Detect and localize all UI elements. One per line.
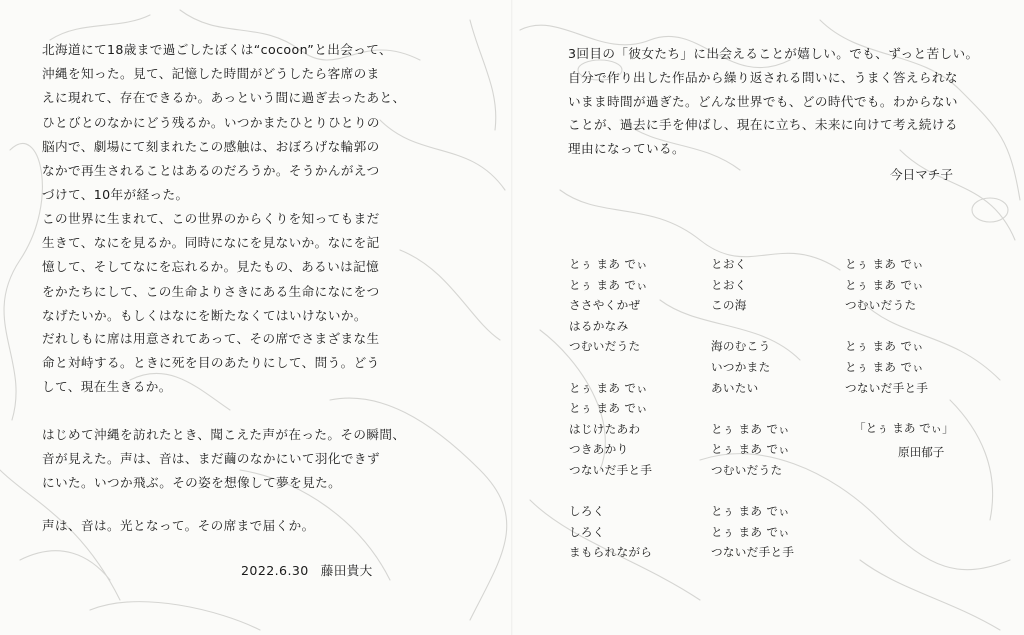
text-line: 3回目の「彼女たち」に出会えることが嬉しい。でも、ずっと苦しい。 (568, 46, 979, 61)
text-line: この世界に生まれて、この世界のからくりを知ってもまだ (42, 211, 380, 226)
poem-line: とぅ まあ でぃ (569, 380, 648, 395)
text-line: づけて、10年が経った。 (42, 187, 189, 203)
signature-author: 藤田貴大 (320, 563, 373, 578)
poem-line: つないだ手と手 (845, 380, 929, 395)
poem-line: とぅ まあ でぃ (845, 277, 924, 292)
poem-line: はるかなみ (569, 318, 629, 333)
text-line: はじめて沖縄を訪れたとき、聞こえた声が在った。その瞬間、 (42, 427, 406, 442)
poem-line: 海のむこう (711, 339, 771, 354)
poem-line: しろく (569, 504, 605, 519)
text-line: 音が見えた。声は、音は、まだ繭のなかにいて羽化できず (42, 451, 380, 467)
poem-line: いつかまた (711, 359, 771, 374)
poem-title: 「とぅ まあ でぃ」 (854, 421, 954, 435)
poem-line: とぅ まあ でぃ (569, 401, 648, 416)
text-line: 生きて、なにを見るか。同時になにを見ないか。なにを記 (42, 235, 380, 251)
poem-line (711, 398, 794, 419)
text-line: 理由になっている。 (568, 141, 685, 157)
text-line: 憶して、そしてなにを忘れるか。見たもの、あるいは記憶 (42, 259, 380, 275)
poem-line: とぅ まあ でぃ (845, 339, 924, 354)
left-signature (241, 560, 373, 579)
poem-line: つないだ手と手 (569, 462, 653, 477)
poem-line: まもられながら (569, 545, 653, 560)
poem-line: とぅ まあ でぃ (711, 421, 790, 436)
right-page (512, 0, 1024, 635)
poem-author: 原田郁子 (898, 445, 945, 459)
text-line: いまま時間が過ぎた。どんな世界でも、どの時代でも。わからない (568, 93, 958, 109)
text-line: 声は、音は。光となって。その席まで届くか。 (42, 518, 315, 533)
poem-line: ささやくかぜ (569, 298, 641, 313)
poem-line: つむいだうた (711, 462, 783, 477)
right-signature: 今日マチ子 (890, 167, 953, 182)
essay-paragraph-4 (42, 423, 472, 496)
poem-line: しろく (569, 524, 605, 539)
text-line: 命と対峙する。ときに死を目のあたりにして、問う。どう (42, 355, 380, 371)
poem-line: あいたい (711, 380, 759, 395)
poem-line: つきあかり (569, 442, 629, 457)
text-line: えに現れて、存在できるか。あっという間に過ぎ去ったあと、 (42, 90, 406, 106)
poem-line: つむいだうた (845, 298, 917, 313)
text-line: にいた。いつか飛ぶ。その姿を想像して夢を見た。 (42, 475, 342, 491)
poem-line (569, 481, 652, 502)
poem-line: この海 (711, 298, 747, 313)
illustrator-message (568, 42, 978, 161)
text-line: ことが、過去に手を伸ばし、現在に立ち、未来に向けて考え続ける (568, 117, 958, 133)
text-line: ひとびとのなかにどう残るか。いつかまたひとりひとりの (42, 114, 380, 130)
poem-line: とおく (711, 277, 747, 292)
poem-line: とおく (711, 257, 747, 271)
poem-column-3 (845, 254, 928, 398)
text-line: だれしもに席は用意されてあって、その席でさまざまな生 (42, 331, 380, 346)
poem-line (569, 357, 652, 378)
essay-paragraph-5 (42, 514, 472, 538)
poem-line: つむいだうた (569, 339, 641, 354)
text-line: 自分で作り出した作品から繰り返される問いに、うまく答えられな (568, 69, 958, 85)
essay-paragraph-2 (42, 207, 472, 328)
text-line: なかで再生されることはあるのだろうか。そうかんがえつ (42, 163, 380, 179)
text-line: 脳内で、劇場にて刻まれたこの感触は、おぼろげな輪郭の (42, 138, 380, 154)
text-line: 沖縄を知った。見て、記憶した時間がどうしたら客席のま (42, 66, 380, 82)
poem-line: とぅ まあ でぃ (711, 504, 790, 519)
poem-line: とぅ まあ でぃ (569, 257, 648, 271)
poem-column-2 (711, 254, 794, 563)
text-line: をかたちにして、この生命よりさきにある生命になにをつ (42, 283, 380, 299)
text-line: 北海道にて18歳まで過ごしたぼくは“cocoon”と出会って、 (42, 42, 392, 57)
poem-line (711, 316, 794, 337)
poem-line (845, 316, 928, 337)
poem-line: とぅ まあ でぃ (845, 359, 924, 374)
text-line: なげたいか。もしくはなにを断たなくてはいけないか。 (42, 307, 367, 323)
poem-line: はじけたあわ (569, 421, 641, 436)
poem-line (711, 481, 794, 502)
signature-date: 2022.6.30 (241, 563, 309, 578)
poem-line: とぅ まあ でぃ (711, 524, 790, 539)
poem-line: とぅ まあ でぃ (569, 277, 648, 292)
poem-line: とぅ まあ でぃ (845, 257, 924, 271)
poem-line: とぅ まあ でぃ (711, 442, 790, 457)
poem-column-1 (569, 254, 652, 563)
essay-paragraph-3 (42, 327, 472, 400)
essay-paragraph-1 (42, 38, 472, 207)
text-line: して、現在生きるか。 (42, 379, 172, 395)
poem-line: つないだ手と手 (711, 545, 795, 560)
